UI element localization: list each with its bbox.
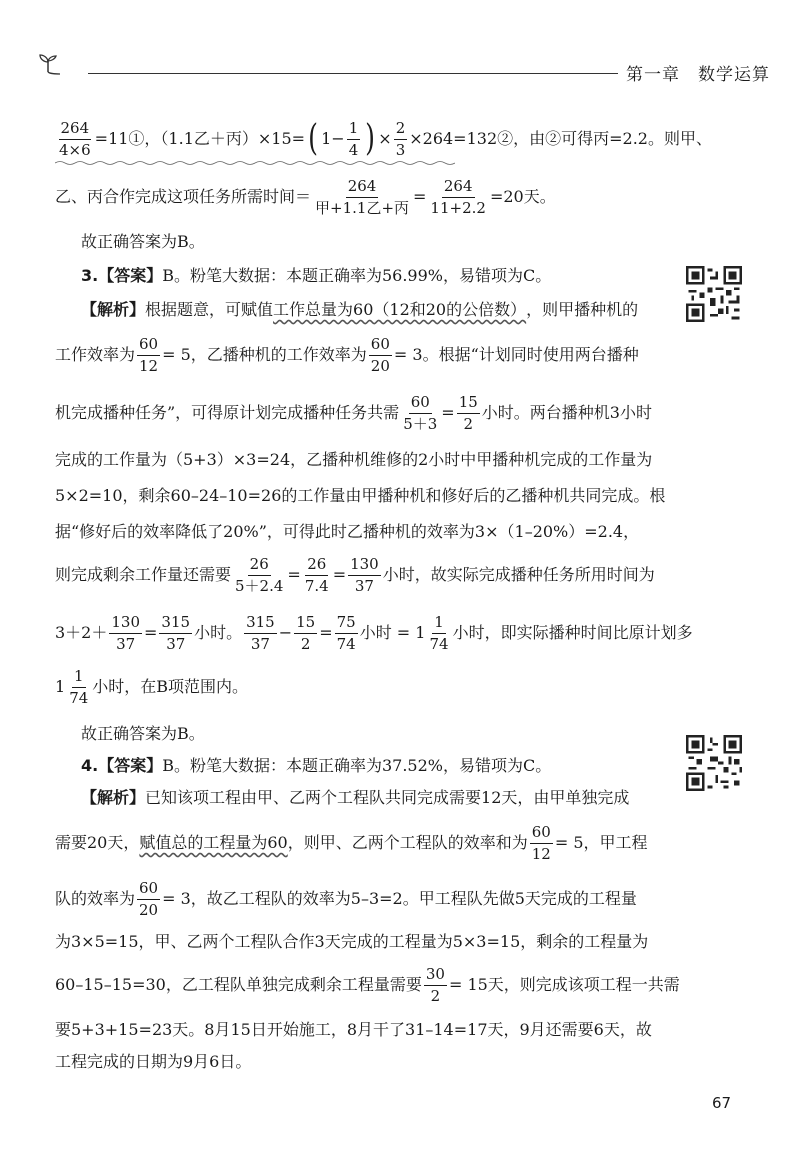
line-6: 工作效率为 $\frac{60}{12}$ = 5，乙播种机的工作效率为 $\frac{60}{20}$ = 3。根据“计划同时使用两台播种 [55, 335, 639, 375]
page-header [30, 50, 770, 86]
fraction: $\frac{60}{20}$ [370, 335, 390, 375]
line-7: 机完成播种任务”，可得原计划完成播种任务共需 $\frac{60}{5+3}$ = $\frac{15}{2}$ 小时。两台播种机3小时 [55, 393, 652, 433]
line-10: 据“修好后的效率降低了20%”，可得此时乙播种机的效率为3×（1–20%）=2.4， [55, 522, 640, 541]
fraction: $\frac{2}{3}$ [395, 119, 406, 159]
line-11: 则完成剩余工作量还需要 $\frac{26}{5+2.4}$ = $\frac{26}{7.4}$ = $\frac{130}{37}$ 小时，故实际完成播种任务所用时间为 [55, 555, 655, 595]
fraction: $\frac{315}{37}$ [161, 613, 191, 653]
analysis-3: 【解析】 根据题意，可赋值 工作总量为60（12和20的公倍数） ，则甲播种机的 [81, 300, 639, 319]
line-12: 3＋2＋ $\frac{130}{37}$ = $\frac{315}{37}$ 小时。 $\frac{315}{37}$ − $\frac{15}{2}$ = $\frac{75}{74}$ 小时 = 1 $\frac{1}{74}$ 小时，即实际播种时间比原计划多 [55, 613, 693, 653]
fraction: $\frac{1}{4}$ [348, 119, 359, 159]
line-20: 60–15–15=30，乙工程队单独完成剩余工程量需要 $\frac{30}{2}$ = 15天，则完成该项工程一共需 [55, 965, 680, 1005]
fraction: $\frac{1}{74}$ [429, 613, 449, 653]
fraction: $\frac{1}{74}$ [69, 667, 89, 707]
fraction: $\frac{130}{37}$ [111, 613, 141, 653]
qr-code-icon[interactable] [686, 266, 742, 322]
fraction: $\frac{26}{5+2.4}$ [235, 555, 284, 595]
fraction: $\frac{264}{11+2.2}$ [430, 177, 486, 217]
answer-3: 3.【答案】 B。粉笔大数据：本题正确率为56.99%，易错项为C。 [81, 266, 552, 285]
fraction: $\frac{26}{7.4}$ [304, 555, 329, 595]
chapter-title: 第一章 数学运算 [626, 65, 770, 85]
fraction: $\frac{60}{20}$ [139, 879, 159, 919]
fraction: $\frac{264}{\text{甲+1.1乙+丙}}$ [315, 177, 410, 217]
fraction: $\frac{15}{2}$ [296, 613, 316, 653]
analysis-4: 【解析】 已知该项工程由甲、乙两个工程队共同完成需要12天，由甲单独完成 [81, 788, 630, 807]
fraction: $\frac{264}{4\times 6}$ [59, 119, 91, 159]
sprout-icon [36, 52, 60, 76]
line-9: 5×2=10，剩余60–24–10=26的工作量由甲播种机和修好后的乙播种机共同完成。根 [55, 486, 666, 505]
fraction: $\frac{75}{74}$ [336, 613, 356, 653]
line-22: 工程完成的日期为9月6日。 [55, 1052, 252, 1071]
page-number: 67 [712, 1094, 732, 1112]
header-rule [88, 73, 618, 74]
line-3: 故正确答案为B。 [81, 232, 205, 251]
fraction: $\frac{60}{12}$ [531, 823, 551, 863]
line-8: 完成的工作量为（5+3）×3=24，乙播种机维修的2小时中甲播种机完成的工作量为 [55, 450, 653, 469]
line-14: 故正确答案为B。 [81, 724, 205, 743]
line-18: 队的效率为 $\frac{60}{20}$ = 3，故乙工程队的效率为5–3=2。甲工程队先做5天完成的工程量 [55, 879, 637, 919]
fraction: $\frac{130}{37}$ [350, 555, 379, 595]
qr-code-icon[interactable] [686, 735, 742, 791]
line-2: 乙、丙合作完成这项任务所需时间＝ $\frac{264}{\text{甲+1.1乙+丙}}$ = $\frac{264}{11+2.2}$ =20天。 [55, 177, 556, 217]
line-1: $\frac{264}{4\times 6}$ =11①，（1.1乙＋丙）×15= ( 1− $\frac{1}{4}$ ) × $\frac{2}{3}$ ×264=132②，由②可得丙=2.2。则甲、 [59, 118, 712, 159]
fraction: $\frac{60}{12}$ [139, 335, 159, 375]
line-21: 要5+3+15=23天。8月15日开始施工，8月干了31–14=17天，9月还需要6天，故 [55, 1020, 652, 1039]
solution-text [55, 118, 712, 1074]
fraction: $\frac{315}{37}$ [246, 613, 275, 653]
line-17: 需要20天， 赋值总的工程量为60 ，则甲、乙两个工程队的效率和为 $\frac{60}{12}$ = 5，甲工程 [55, 823, 648, 863]
fraction: $\frac{60}{5+3}$ [403, 393, 438, 433]
line-19: 为3×5=15，甲、乙两个工程队合作3天完成的工程量为5×3=15，剩余的工程量为 [55, 932, 649, 951]
answer-4: 4.【答案】 B。粉笔大数据：本题正确率为37.52%，易错项为C。 [81, 756, 552, 775]
line-13: 1 $\frac{1}{74}$ 小时，在B项范围内。 [55, 667, 249, 707]
fraction: $\frac{15}{2}$ [458, 393, 478, 433]
fraction: $\frac{30}{2}$ [425, 965, 445, 1005]
